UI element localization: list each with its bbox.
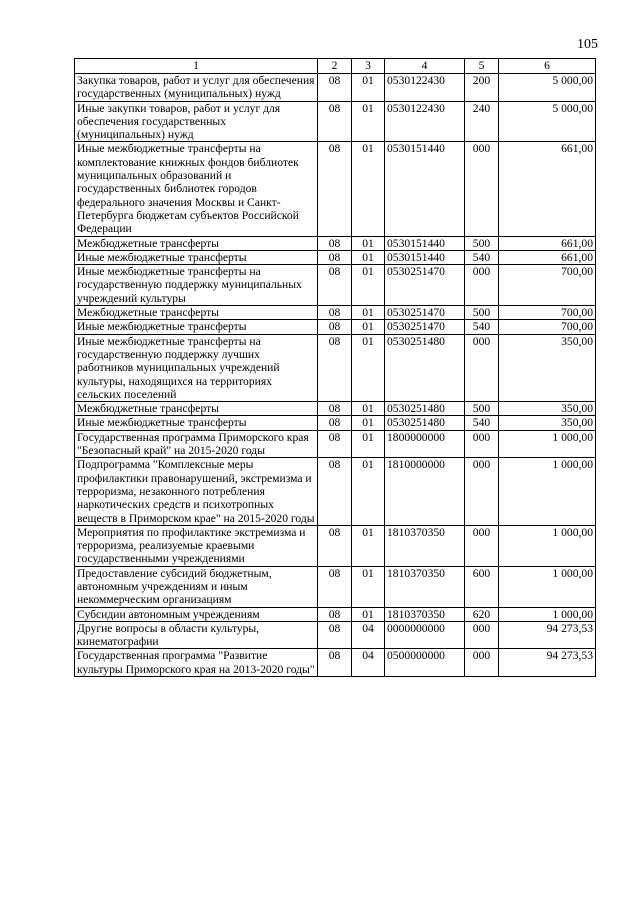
- amount: 661,00: [499, 250, 596, 264]
- amount: 1 000,00: [499, 525, 596, 566]
- section-code: 08: [318, 265, 352, 306]
- subsection-code: 01: [352, 458, 385, 525]
- expense-type-code: 540: [465, 416, 499, 430]
- budget-table: [74, 58, 596, 677]
- subsection-code: 01: [352, 101, 385, 142]
- target-article-code: 1810370350: [385, 525, 465, 566]
- target-article-code: 0530251470: [385, 265, 465, 306]
- subsection-code: 01: [352, 430, 385, 458]
- target-article-code: 0530251470: [385, 320, 465, 334]
- amount: 5 000,00: [499, 101, 596, 142]
- expense-type-code: 540: [465, 320, 499, 334]
- expense-type-code: 600: [465, 566, 499, 607]
- expense-type-code: 000: [465, 430, 499, 458]
- column-header: 3: [352, 59, 385, 74]
- amount: 700,00: [499, 265, 596, 306]
- amount: 661,00: [499, 236, 596, 250]
- page-number: 105: [577, 37, 598, 52]
- target-article-code: 0000000000: [385, 621, 465, 649]
- column-header: 5: [465, 59, 499, 74]
- column-header: 4: [385, 59, 465, 74]
- target-article-code: 1800000000: [385, 430, 465, 458]
- target-article-code: 0530251480: [385, 334, 465, 401]
- expense-type-code: 500: [465, 306, 499, 320]
- table-row: [75, 101, 596, 142]
- table-row: [75, 402, 596, 416]
- subsection-code: 01: [352, 334, 385, 401]
- section-code: 08: [318, 101, 352, 142]
- amount: 5 000,00: [499, 74, 596, 102]
- section-code: 08: [318, 430, 352, 458]
- section-code: 08: [318, 74, 352, 102]
- section-code: 08: [318, 525, 352, 566]
- subsection-code: 04: [352, 621, 385, 649]
- expense-type-code: 000: [465, 621, 499, 649]
- target-article-code: 0530122430: [385, 74, 465, 102]
- item-name: Иные межбюджетные трансферты: [75, 320, 318, 334]
- expense-type-code: 240: [465, 101, 499, 142]
- target-article-code: 1810370350: [385, 566, 465, 607]
- section-code: 08: [318, 142, 352, 236]
- subsection-code: 01: [352, 250, 385, 264]
- section-code: 08: [318, 621, 352, 649]
- amount: 1 000,00: [499, 430, 596, 458]
- table-row: [75, 265, 596, 306]
- table-row: [75, 142, 596, 236]
- amount: 350,00: [499, 402, 596, 416]
- table-row: [75, 250, 596, 264]
- section-code: 08: [318, 416, 352, 430]
- item-name: Государственная программа Приморского края "Безопасный край" на 2015-2020 годы: [75, 430, 318, 458]
- amount: 661,00: [499, 142, 596, 236]
- section-code: 08: [318, 250, 352, 264]
- section-code: 08: [318, 649, 352, 677]
- item-name: Субсидии автономным учреждениям: [75, 607, 318, 621]
- amount: 94 273,53: [499, 621, 596, 649]
- section-code: 08: [318, 402, 352, 416]
- target-article-code: 0530151440: [385, 142, 465, 236]
- target-article-code: 0530151440: [385, 250, 465, 264]
- column-header: 1: [75, 59, 318, 74]
- section-code: 08: [318, 236, 352, 250]
- table-row: [75, 334, 596, 401]
- item-name: Межбюджетные трансферты: [75, 306, 318, 320]
- column-header: 2: [318, 59, 352, 74]
- expense-type-code: 000: [465, 458, 499, 525]
- table-row: [75, 649, 596, 677]
- subsection-code: 01: [352, 306, 385, 320]
- amount: 700,00: [499, 320, 596, 334]
- amount: 94 273,53: [499, 649, 596, 677]
- amount: 1 000,00: [499, 566, 596, 607]
- subsection-code: 01: [352, 402, 385, 416]
- item-name: Закупка товаров, работ и услуг для обеспечения государственных (муниципальных) нужд: [75, 74, 318, 102]
- table-row: [75, 607, 596, 621]
- expense-type-code: 500: [465, 402, 499, 416]
- table-row: [75, 566, 596, 607]
- table-row: [75, 525, 596, 566]
- table-row: [75, 74, 596, 102]
- expense-type-code: 200: [465, 74, 499, 102]
- expense-type-code: 540: [465, 250, 499, 264]
- section-code: 08: [318, 306, 352, 320]
- amount: 1 000,00: [499, 607, 596, 621]
- expense-type-code: 000: [465, 265, 499, 306]
- target-article-code: 0530122430: [385, 101, 465, 142]
- item-name: Иные межбюджетные трансферты на государственную поддержку лучших работников муниципальных учреждений культуры, находящихся на территориях сельских поселений: [75, 334, 318, 401]
- subsection-code: 01: [352, 525, 385, 566]
- item-name: Иные межбюджетные трансферты: [75, 250, 318, 264]
- item-name: Подпрограмма "Комплексные меры профилактики правонарушений, экстремизма и терроризма, незаконного потребления наркотических средств и психотропных веществ в Приморском крае" на 2015-2020 годы: [75, 458, 318, 525]
- subsection-code: 01: [352, 607, 385, 621]
- item-name: Иные межбюджетные трансферты: [75, 416, 318, 430]
- expense-type-code: 000: [465, 525, 499, 566]
- expense-type-code: 500: [465, 236, 499, 250]
- expense-type-code: 620: [465, 607, 499, 621]
- table-row: [75, 458, 596, 525]
- subsection-code: 01: [352, 566, 385, 607]
- section-code: 08: [318, 458, 352, 525]
- section-code: 08: [318, 320, 352, 334]
- item-name: Межбюджетные трансферты: [75, 236, 318, 250]
- target-article-code: 0500000000: [385, 649, 465, 677]
- item-name: Межбюджетные трансферты: [75, 402, 318, 416]
- item-name: Предоставление субсидий бюджетным, автономным учреждениям и иным некоммерческим организациям: [75, 566, 318, 607]
- table-row: [75, 306, 596, 320]
- section-code: 08: [318, 566, 352, 607]
- subsection-code: 01: [352, 320, 385, 334]
- target-article-code: 0530151440: [385, 236, 465, 250]
- expense-type-code: 000: [465, 142, 499, 236]
- item-name: Другие вопросы в области культуры, кинематографии: [75, 621, 318, 649]
- target-article-code: 1810370350: [385, 607, 465, 621]
- subsection-code: 01: [352, 265, 385, 306]
- item-name: Иные закупки товаров, работ и услуг для обеспечения государственных (муниципальных) нужд: [75, 101, 318, 142]
- subsection-code: 04: [352, 649, 385, 677]
- column-header: 6: [499, 59, 596, 74]
- amount: 1 000,00: [499, 458, 596, 525]
- section-code: 08: [318, 607, 352, 621]
- amount: 700,00: [499, 306, 596, 320]
- subsection-code: 01: [352, 74, 385, 102]
- amount: 350,00: [499, 416, 596, 430]
- table-body: [75, 74, 596, 677]
- item-name: Иные межбюджетные трансферты на государственную поддержку муниципальных учреждений культуры: [75, 265, 318, 306]
- table-row: [75, 416, 596, 430]
- target-article-code: 0530251470: [385, 306, 465, 320]
- section-code: 08: [318, 334, 352, 401]
- expense-type-code: 000: [465, 334, 499, 401]
- item-name: Иные межбюджетные трансферты на комплектование книжных фондов библиотек муниципальных образований и государственных библиотек городов федерального значения Москвы и Санкт-Петербурга бюджетам субъектов Российской Федерации: [75, 142, 318, 236]
- target-article-code: 1810000000: [385, 458, 465, 525]
- header-row: [75, 59, 596, 74]
- table-row: [75, 320, 596, 334]
- item-name: Государственная программа "Развитие культуры Приморского края на 2013-2020 годы": [75, 649, 318, 677]
- table-row: [75, 236, 596, 250]
- subsection-code: 01: [352, 142, 385, 236]
- item-name: Мероприятия по профилактике экстремизма и терроризма, реализуемые краевыми государственными учреждениями: [75, 525, 318, 566]
- table-row: [75, 621, 596, 649]
- table-row: [75, 430, 596, 458]
- target-article-code: 0530251480: [385, 402, 465, 416]
- subsection-code: 01: [352, 416, 385, 430]
- target-article-code: 0530251480: [385, 416, 465, 430]
- subsection-code: 01: [352, 236, 385, 250]
- amount: 350,00: [499, 334, 596, 401]
- expense-type-code: 000: [465, 649, 499, 677]
